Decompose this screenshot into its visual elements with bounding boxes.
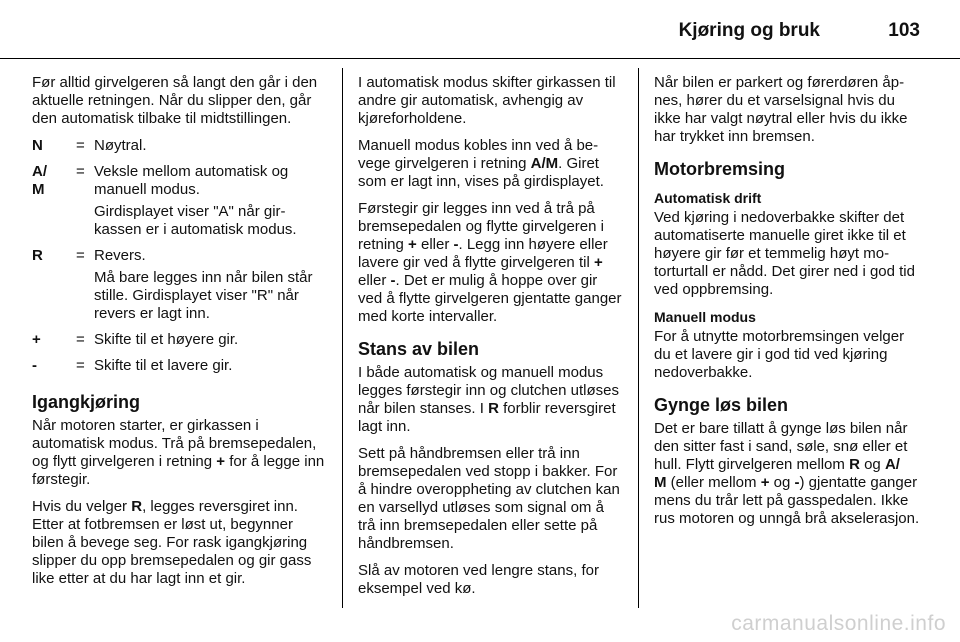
watermark: carmanualsonline.info xyxy=(731,612,946,635)
paragraph: Hvis du velger R, legges reversgiret inn. Etter at fotbremsen er løst ut, begynner bilen å bevege seg. For rask igangkjøring slipper du opp bremsepedalen og gir gass like etter at du har lagt inn et gir. xyxy=(32,498,312,587)
paragraph: Ved kjøring i nedoverbakke skifter det automatiserte manuelle giret ikke til et høyere gir før et temmelig høyt motorturtall er nådd. Det girer ned i god tid ved oppbremsing. xyxy=(654,209,915,298)
gear-term-row xyxy=(32,247,326,327)
paragraph: Manuell modus kobles inn ved å bevege girvelgeren i retning A/M. Giret som er lagt inn, vises på girdisplayet. xyxy=(358,137,604,190)
gear-term-row xyxy=(32,331,326,353)
gear-term-definition xyxy=(94,137,326,159)
gear-term-equals: = xyxy=(76,247,85,264)
section-title: Kjøring og bruk xyxy=(678,20,820,41)
gear-term-key: R xyxy=(32,247,43,264)
gear-term-key: - xyxy=(32,357,37,374)
paragraph: I både automatisk og manuell modus legges førstegir inn og clutchen utløses når bilen stanses. I R forblir reversgiret lagt inn. xyxy=(358,364,619,435)
paragraph: Før alltid girvelgeren så langt den går i den aktuelle retningen. Når du slipper den, går den automatisk tilbake til midtstillingen. xyxy=(32,74,318,127)
heading-gynge-los-bilen: Gynge løs bilen xyxy=(654,395,789,415)
gear-term-key: A/ M xyxy=(32,163,47,198)
heading-igangkjoring: Igangkjøring xyxy=(32,392,140,412)
header-divider xyxy=(0,58,960,59)
column-1 xyxy=(32,74,326,597)
column-2 xyxy=(358,74,622,607)
definition-text: Veksle mellom automatisk og manuell modus. xyxy=(94,163,289,198)
gear-term-list xyxy=(32,137,326,379)
heading-motorbremsing: Motorbremsing xyxy=(654,159,786,179)
paragraph: Når bilen er parkert og førerdøren åpnes, hører du et varselsignal hvis du ikke har valgt nøytral eller hvis du ikke har trykket inn bremsen. xyxy=(654,74,908,145)
paragraph: Førstegir gir legges inn ved å trå på bremsepedalen og flytte girvelgeren i retning + eller -. Legg inn høyere eller lavere gir ved å flytte girvelgeren til + eller -. Det er mulig å hoppe over gir ved å flytte girvelgeren gjentatte ganger med korte intervaller. xyxy=(358,200,622,325)
definition-text: Skifte til et høyere gir. xyxy=(94,331,239,348)
definition-text: Nøytral. xyxy=(94,137,147,154)
paragraph: Sett på håndbremsen eller trå inn bremsepedalen ved stopp i bakker. For å hindre overoppheting av clutchen kan en varsellyd utløses som signal om å trå inn bremsepedalen eller sette på håndbremsen. xyxy=(358,445,620,552)
gear-term-definition xyxy=(94,331,326,353)
gear-term-key: N xyxy=(32,137,43,154)
gear-term-key: + xyxy=(32,331,41,348)
column-divider-1 xyxy=(342,68,343,608)
page-header xyxy=(0,0,960,58)
heading-stans-av-bilen: Stans av bilen xyxy=(358,339,480,359)
paragraph: Det er bare tillatt å gynge løs bilen når den sitter fast i sand, søle, snø eller et hull. Flytt girvelgeren mellom R og A/ M (eller mellom + og -) gjentatte ganger mens du trår lett på gasspedalen. Ikke rus motoren og unngå brå akselerasjon. xyxy=(654,420,920,527)
gear-term-definition xyxy=(94,357,326,379)
subheading-automatisk-drift: Automatisk drift xyxy=(654,190,762,206)
definition-text: Girdisplayet viser "A" når girkassen er i automatisk modus. xyxy=(94,203,297,238)
paragraph: I automatisk modus skifter girkassen til andre gir automatisk, avhengig av kjøreforholdene. xyxy=(358,74,616,127)
gear-term-definition xyxy=(94,247,326,327)
definition-text: Skifte til et lavere gir. xyxy=(94,357,233,374)
gear-term-row xyxy=(32,137,326,159)
gear-term-equals: = xyxy=(76,331,85,348)
column-3 xyxy=(654,74,924,537)
gear-term-definition xyxy=(94,163,326,243)
gear-term-equals: = xyxy=(76,163,85,180)
page-number: 103 xyxy=(888,20,920,41)
gear-term-equals: = xyxy=(76,357,85,374)
paragraph: Når motoren starter, er girkassen i automatisk modus. Trå på bremsepedalen, og flytt girvelgeren i retning + for å legge inn førstegir. xyxy=(32,417,325,488)
paragraph: For å utnytte motorbremsingen velger du et lavere gir i god tid ved kjøring nedoverbakke. xyxy=(654,328,905,381)
subheading-manuell-modus: Manuell modus xyxy=(654,309,756,325)
definition-text: Revers. xyxy=(94,247,146,264)
paragraph: Slå av motoren ved lengre stans, for eksempel ved kø. xyxy=(358,562,599,597)
column-divider-2 xyxy=(638,68,639,608)
gear-term-equals: = xyxy=(76,137,85,154)
definition-text: Må bare legges inn når bilen står stille. Girdisplayet viser "R" når revers er lagt inn. xyxy=(94,269,313,322)
gear-term-row xyxy=(32,357,326,379)
gear-term-row xyxy=(32,163,326,243)
